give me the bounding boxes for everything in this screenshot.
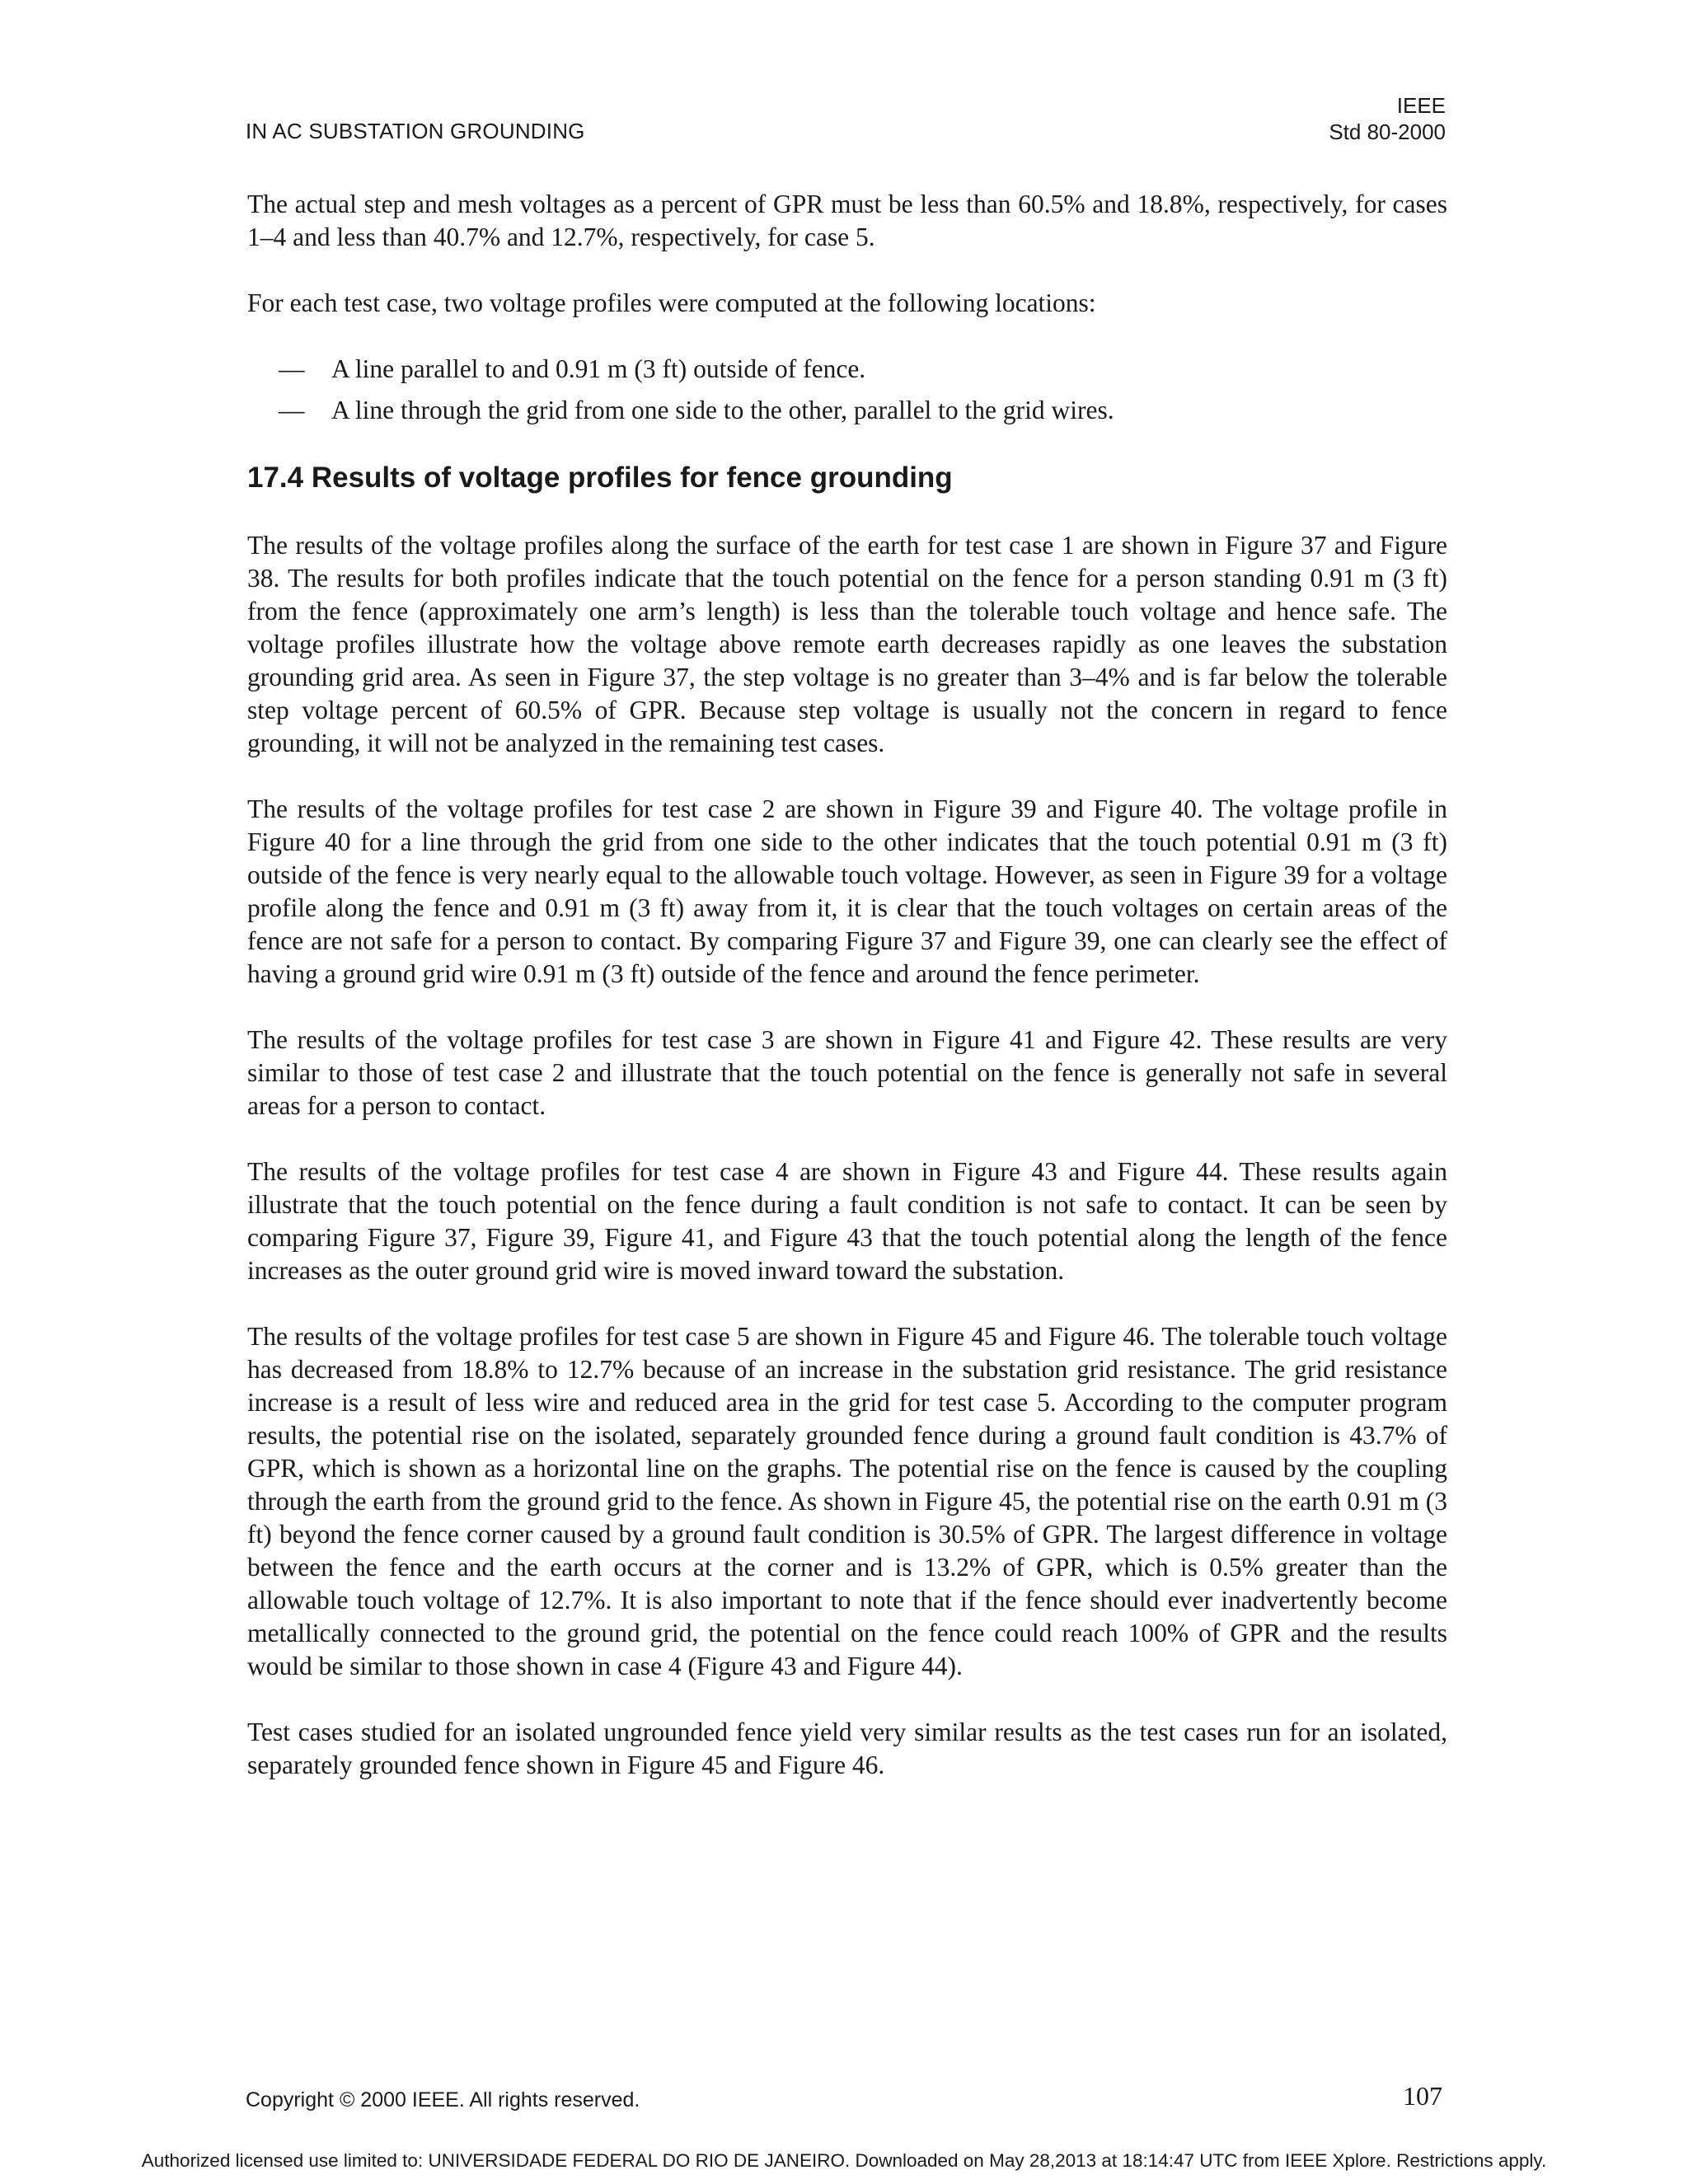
paragraph-test-case-4: The results of the voltage profiles for test case 4 are shown in Figure 43 and Figure 44. These results again illustrate that the touch potential on the fence during a fault condition is not safe to contact. It can be seen by comparing Figure 37, Figure 39, Figure 41, and Figure 43 that the touch potential along the length of the fence increases as the outer ground grid wire is moved inward toward the substation. <box>247 1157 1447 1285</box>
page-number: 107 <box>1403 2081 1442 2111</box>
header-std-number: Std 80-2000 <box>1329 120 1446 144</box>
paragraph-tolerable-limits: The actual step and mesh voltages as a percent of GPR must be less than 60.5% and 18.8%, respectively, for cases 1–4 and less than 40.7% and 12.7%, respectively, for case 5. <box>247 190 1447 251</box>
header-org: IEEE <box>1396 93 1446 118</box>
list-item-text: A line parallel to and 0.91 m (3 ft) outside of fence. <box>331 354 866 383</box>
paragraph-test-case-3: The results of the voltage profiles for test case 3 are shown in Figure 41 and Figure 42. These results are very similar to those of test case 2 and illustrate that the touch potential on the fence is generally not safe in several areas for a person to contact. <box>247 1025 1447 1120</box>
running-header-title: IN AC SUBSTATION GROUNDING <box>246 119 585 143</box>
body-content <box>247 188 1447 1815</box>
list-item-text: A line through the grid from one side to the other, parallel to the grid wires. <box>331 396 1114 424</box>
list-item <box>247 353 1447 386</box>
license-notice: Authorized licensed use limited to: UNIVERSIDADE FEDERAL DO RIO DE JANEIRO. Downloaded on May 28,2013 at 18:14:47 UTC from IEEE Xplore. Restrictions apply. <box>141 2150 1547 2171</box>
paragraph-test-case-1: The results of the voltage profiles along the surface of the earth for test case 1 are shown in Figure 37 and Figure 38. The results for both profiles indicate that the touch potential on the fence for a person standing 0.91 m (3 ft) from the fence (approximately one arm’s length) is less than the tolerable touch voltage and hence safe. The voltage profiles illustrate how the voltage above remote earth decreases rapidly as one leaves the substation grounding grid area. As seen in Figure 37, the step voltage is no greater than 3–4% and is far below the tolerable step voltage percent of 60.5% of GPR. Because step voltage is usually not the concern in regard to fence grounding, it will not be analyzed in the remaining test cases. <box>247 531 1447 757</box>
footer-copyright: Copyright © 2000 IEEE. All rights reserved. <box>246 2088 640 2111</box>
paragraph-test-case-5: The results of the voltage profiles for test case 5 are shown in Figure 45 and Figure 46. The tolerable touch voltage has decreased from 18.8% to 12.7% because of an increase in the substation grid resistance. The grid resistance increase is a result of less wire and reduced area in the grid for test case 5. According to the computer program results, the potential rise on the isolated, separately grounded fence during a ground fault condition is 43.7% of GPR, which is shown as a horizontal line on the graphs. The potential rise on the fence is caused by the coupling through the earth from the ground grid to the fence. As shown in Figure 45, the potential rise on the earth 0.91 m (3 ft) beyond the fence corner caused by a ground fault condition is 30.5% of GPR. The largest difference in voltage between the fence and the earth occurs at the corner and is 13.2% of GPR, which is 0.5% greater than the allowable touch voltage of 12.7%. It is also important to note that if the fence should ever inadvertently become metallically connected to the ground grid, the potential on the fence could reach 100% of GPR and the results would be similar to those shown in case 4 (Figure 43 and Figure 44). <box>247 1322 1447 1680</box>
list-item <box>247 394 1447 427</box>
paragraph-test-case-2: The results of the voltage profiles for test case 2 are shown in Figure 39 and Figure 40. The voltage profile in Figure 40 for a line through the grid from one side to the other indicates that the touch potential 0.91 m (3 ft) outside of the fence is very nearly equal to the allowable touch voltage. However, as seen in Figure 39 for a voltage profile along the fence and 0.91 m (3 ft) away from it, it is clear that the touch voltages on certain areas of the fence are not safe for a person to contact. By comparing Figure 37 and Figure 39, one can clearly see the effect of having a ground grid wire 0.91 m (3 ft) outside of the fence and around the fence perimeter. <box>247 794 1447 988</box>
list-dash: — <box>279 396 305 424</box>
running-header-standard <box>1329 92 1446 145</box>
paragraph-profile-locations: For each test case, two voltage profiles were computed at the following locations: <box>247 288 1096 317</box>
list-dash: — <box>279 354 305 383</box>
location-list <box>247 353 1447 427</box>
paragraph-ungrounded-fence: Test cases studied for an isolated ungrounded fence yield very similar results as the test cases run for an isolated, separately grounded fence shown in Figure 45 and Figure 46. <box>247 1718 1447 1779</box>
section-heading: 17.4 Results of voltage profiles for fence grounding <box>247 462 953 494</box>
